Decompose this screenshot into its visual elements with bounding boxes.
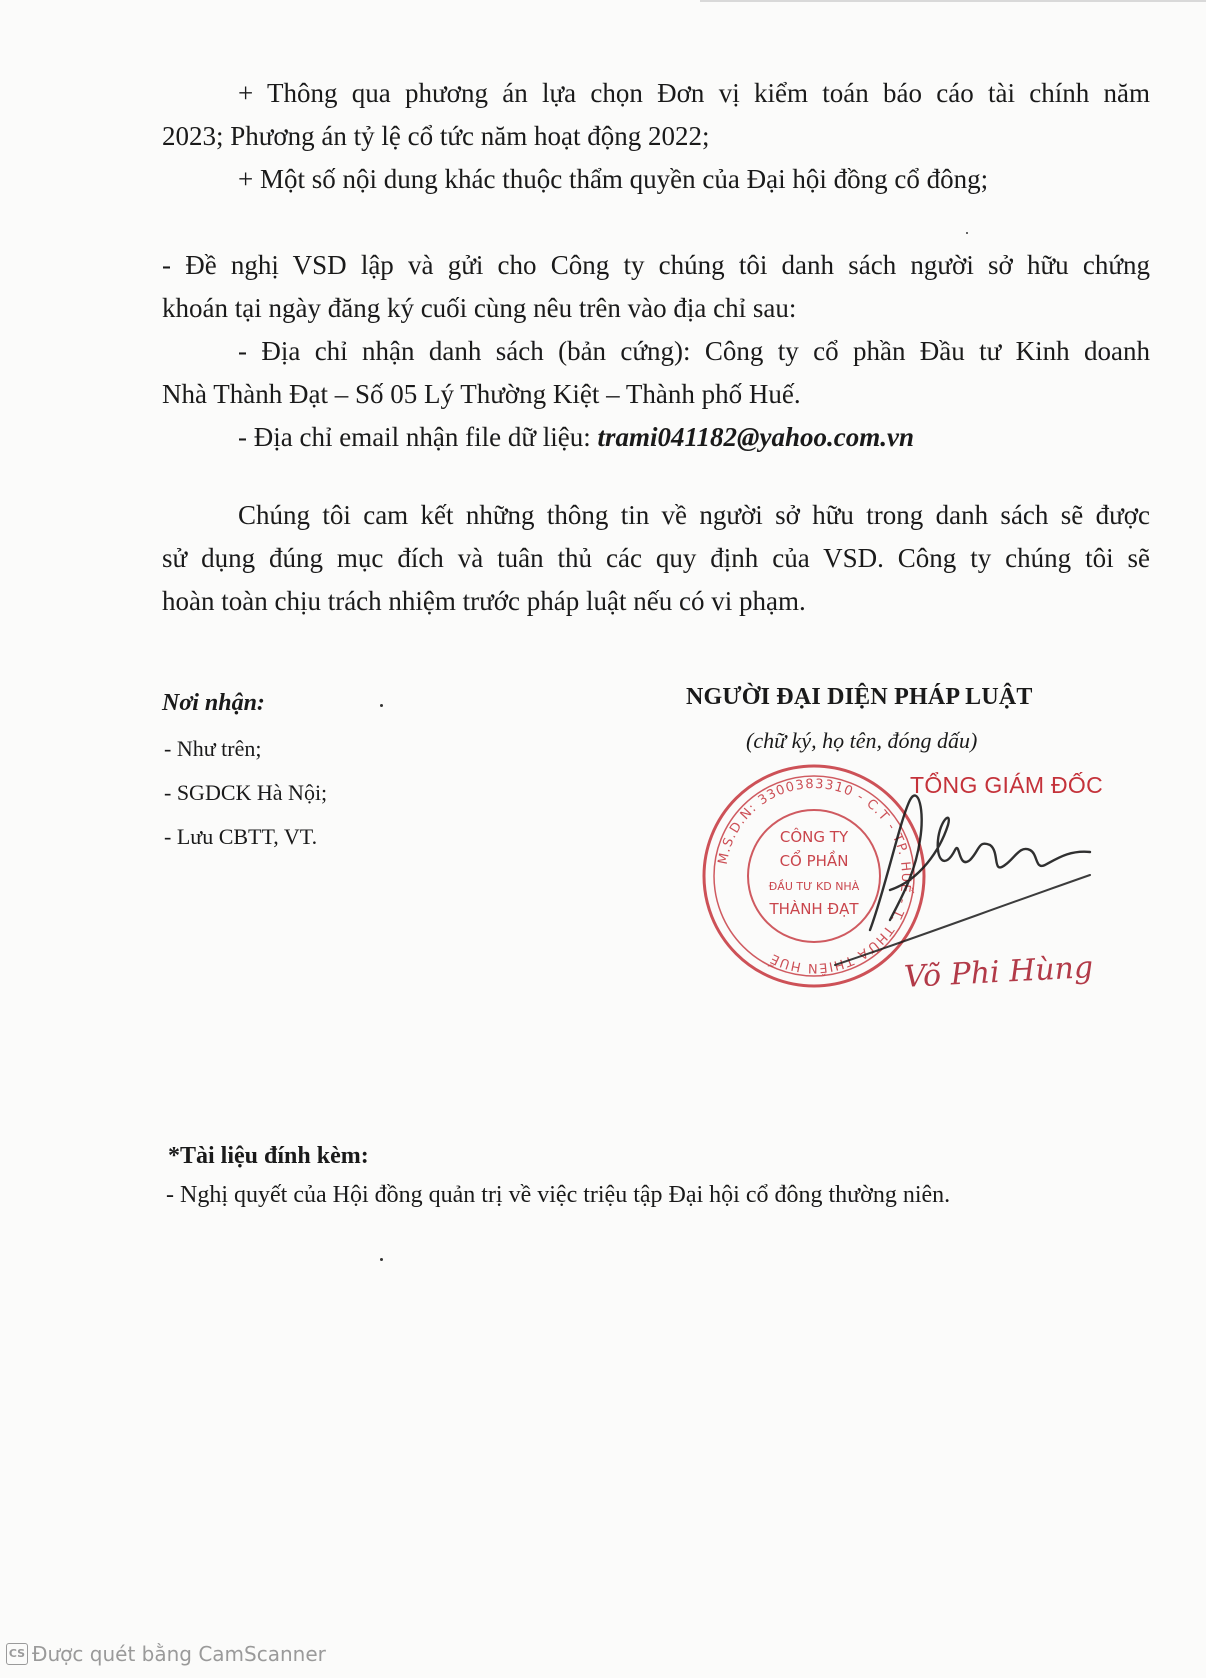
paragraph-commitment [162,494,1150,623]
page-edge [700,0,1206,2]
text-line: - Đề nghị VSD lập và gửi cho Công ty chúng tôi danh sách người sở hữu chứng [162,250,1150,280]
signatory-role: TỔNG GIÁM ĐỐC [910,772,1104,798]
email-line [162,416,1150,459]
text-line: hoàn toàn chịu trách nhiệm trước pháp luật nếu có vi phạm. [162,586,806,616]
attachment-item: - Nghị quyết của Hội đồng quản trị về việc triệu tập Đại hội cổ đông thường niên. [166,1182,951,1208]
speck [966,232,968,234]
speck [380,1258,383,1261]
scanner-watermark-text: Được quét bằng CamScanner [32,1642,326,1666]
text-line: + Thông qua phương án lựa chọn Đơn vị kiểm toán báo cáo tài chính năm [238,78,1150,108]
attachments-heading: *Tài liệu đính kèm: [168,1143,369,1169]
speck [380,704,383,707]
recipients-heading: Nơi nhận: [162,690,265,716]
email-address: trami041182@yahoo.com.vn [597,422,915,452]
text-line: 2023; Phương án tỷ lệ cổ tức năm hoạt động 2022; [162,121,710,151]
recipient-item: - SGDCK Hà Nội; [164,780,328,805]
signatory-title: NGƯỜI ĐẠI DIỆN PHÁP LUẬT [686,684,1033,710]
stamp-center-line: ĐẦU TƯ KD NHÀ [768,880,860,893]
stamp-center-line: CÔNG TY [779,828,849,846]
recipient-item: - Lưu CBTT, VT. [164,824,318,849]
camscanner-icon: CS [6,1643,28,1665]
email-label: - Địa chỉ email nhận file dữ liệu: [238,422,598,452]
signatory-name: Võ Phi Hùng [903,950,1094,995]
signature-note: (chữ ký, họ tên, đóng dấu) [746,728,978,753]
paragraph-request [162,244,1150,459]
stamp-center-line: THÀNH ĐẠT [769,900,859,918]
stamp-ring-text: M.S.D.N: 3300383310 - C.T - TP. HUẾ - T. THỪA THIÊN HUẾ [715,776,914,976]
text-line: sử dụng đúng mục đích và tuân thủ các quy định của VSD. Công ty chúng tôi sẽ [162,543,1150,573]
paragraph-other [162,158,1150,201]
paragraph-audit [162,72,1150,158]
text-line: + Một số nội dung khác thuộc thẩm quyền của Đại hội đồng cổ đông; [238,164,989,194]
stamp-center-line: CỔ PHẦN [779,852,849,870]
scanner-watermark [6,1642,326,1666]
text-line: khoán tại ngày đăng ký cuối cùng nêu trên vào địa chỉ sau: [162,293,797,323]
text-line: - Địa chỉ nhận danh sách (bản cứng): Công ty cổ phần Đầu tư Kinh doanh [238,336,1150,366]
text-line: Nhà Thành Đạt – Số 05 Lý Thường Kiệt – Thành phố Huế. [162,379,801,409]
text-line: Chúng tôi cam kết những thông tin về người sở hữu trong danh sách sẽ được [238,500,1150,530]
recipient-item: - Như trên; [164,736,262,761]
